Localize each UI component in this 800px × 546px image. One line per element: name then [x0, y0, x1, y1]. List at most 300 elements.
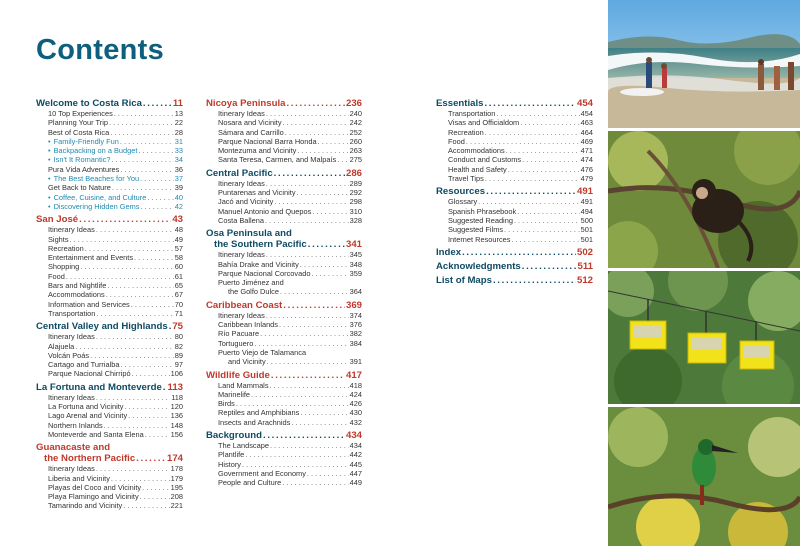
- entry-page-number: 252: [349, 127, 362, 137]
- toc-entry-link[interactable]: [36, 244, 183, 253]
- leader-dots: [504, 225, 580, 234]
- toc-entry-link[interactable]: [36, 464, 183, 473]
- leader-dots: [111, 155, 173, 164]
- entry-page-number: 442: [349, 450, 362, 460]
- entry-title: Internet Resources: [448, 234, 511, 244]
- leader-dots: [112, 183, 174, 192]
- entry-title: Suggested Films: [448, 225, 504, 235]
- entry-title: Planning Your Trip: [48, 118, 108, 128]
- leader-dots: [522, 155, 580, 164]
- toc-entry-link[interactable]: [206, 469, 362, 478]
- section-page-number: 11: [172, 98, 183, 109]
- entry-title: Shopping: [48, 262, 80, 272]
- leader-dots: [242, 460, 349, 469]
- section-title: Caribbean Coast: [206, 299, 283, 311]
- entry-title: Northern Inlands: [48, 420, 103, 430]
- toc-entry-link[interactable]: [206, 348, 362, 367]
- entry-page-number: 37: [174, 174, 183, 184]
- section-title: La Fortuna and Monteverde: [36, 381, 162, 393]
- entry-page-number: 376: [349, 320, 362, 330]
- leader-dots: [143, 98, 172, 109]
- toc-entry-link[interactable]: [36, 225, 183, 234]
- entry-title: History: [218, 459, 241, 469]
- toc-section: [436, 275, 593, 286]
- entry-page-number: 65: [174, 281, 183, 291]
- entry-title: The Landscape: [218, 441, 269, 451]
- entry-title: Caribbean Inlands: [218, 320, 278, 330]
- leader-dots: [106, 290, 174, 299]
- toc-entry-link[interactable]: [206, 329, 362, 338]
- toc-entry-link[interactable]: [436, 197, 593, 206]
- section-heading-link[interactable]: [206, 98, 362, 109]
- bullet-icon: •: [48, 192, 51, 202]
- leader-dots: [96, 393, 170, 402]
- leader-dots: [297, 146, 348, 155]
- toc-section: [36, 214, 183, 318]
- toc-entry-link[interactable]: [436, 137, 593, 146]
- toc-entry-link[interactable]: [36, 183, 183, 192]
- bullet-icon: •: [48, 201, 51, 211]
- leader-dots: [111, 474, 170, 483]
- entry-page-number: 474: [580, 155, 593, 165]
- entry-title: Get Back to Nature: [48, 183, 111, 193]
- aerial-tram-photo: [608, 271, 800, 404]
- toc-section: [206, 228, 362, 296]
- entry-page-number: 479: [580, 174, 593, 184]
- toc-entry-link[interactable]: [36, 332, 183, 341]
- section-page-number: 454: [576, 98, 593, 109]
- leader-dots: [131, 300, 174, 309]
- section-heading-link[interactable]: [36, 98, 183, 109]
- entry-title: Itinerary Ideas: [218, 109, 265, 118]
- leader-dots: [280, 287, 349, 296]
- leader-dots: [110, 128, 174, 137]
- toc-entry-link[interactable]: [206, 146, 362, 155]
- toc-entry-link[interactable]: [36, 309, 183, 318]
- toc-entry-link[interactable]: [206, 278, 362, 297]
- entry-title-continued: the Golfo Dulce: [228, 287, 279, 297]
- entry-title: Information and Services: [48, 299, 130, 309]
- entry-page-number: 289: [349, 178, 362, 188]
- entry-title: Volcán Poás: [48, 350, 90, 360]
- entry-page-number: 418: [349, 380, 362, 390]
- toc-entry-link[interactable]: [206, 320, 362, 329]
- section-title: Index: [436, 246, 462, 258]
- section-title: Acknowledgments: [436, 260, 521, 272]
- entry-line2: [218, 287, 362, 296]
- toc-entry-link[interactable]: [36, 128, 183, 137]
- entry-title: Tamarindo and Vicinity: [48, 501, 123, 511]
- toc-entry-link[interactable]: [206, 250, 362, 259]
- toc-entry-link[interactable]: [436, 128, 593, 137]
- entry-title: Sights: [48, 234, 69, 244]
- toc-entry-link[interactable]: [206, 418, 362, 427]
- section-heading-link[interactable]: [36, 321, 183, 332]
- toc-section: [206, 300, 362, 367]
- entry-page-number: 494: [580, 206, 593, 216]
- entry-title: Travel Tips: [448, 174, 484, 184]
- entry-page-number: 382: [349, 329, 362, 339]
- entry-page-number: 463: [580, 118, 593, 128]
- leader-dots: [271, 370, 345, 381]
- toc-feature-link[interactable]: [36, 155, 183, 164]
- leader-dots: [163, 382, 167, 393]
- entry-page-number: 434: [349, 441, 362, 451]
- entry-page-number: 49: [174, 234, 183, 244]
- leader-dots: [96, 464, 170, 473]
- leader-dots: [96, 332, 174, 341]
- entry-page-number: 445: [349, 459, 362, 469]
- toc-entry-link[interactable]: [206, 155, 362, 164]
- toc-entry-link[interactable]: [36, 109, 183, 118]
- toc-entry-link[interactable]: [206, 441, 362, 450]
- leader-dots: [283, 300, 345, 311]
- entry-page-number: 136: [170, 411, 183, 421]
- section-heading-link[interactable]: [36, 442, 183, 464]
- toc-entry-link[interactable]: [36, 281, 183, 290]
- leader-dots: [270, 441, 349, 450]
- toc-entry-link[interactable]: [36, 393, 183, 402]
- leader-dots: [297, 188, 349, 197]
- toc-entry-link[interactable]: [206, 197, 362, 206]
- entry-title: 10 Top Experiences: [48, 109, 113, 118]
- section-heading-link[interactable]: [206, 300, 362, 311]
- section-heading-link[interactable]: [36, 382, 183, 393]
- section-title: Essentials: [436, 98, 484, 109]
- leader-dots: [307, 469, 349, 478]
- leader-dots: [300, 260, 349, 269]
- entry-page-number: 391: [349, 357, 362, 367]
- entry-page-number: 292: [349, 188, 362, 198]
- toc-entry-link[interactable]: [36, 272, 183, 281]
- section-title-line2: [206, 239, 362, 250]
- leader-dots: [514, 216, 580, 225]
- toc-entry-link[interactable]: [36, 253, 183, 262]
- section-title: San José: [36, 214, 79, 226]
- section-title-continued: the Southern Pacific: [214, 239, 307, 251]
- toc-entry-link[interactable]: [206, 460, 362, 469]
- bullet-icon: •: [48, 155, 51, 165]
- bullet-icon: •: [48, 146, 51, 156]
- leader-dots: [263, 430, 345, 441]
- entry-title: Parque Nacional Barra Honda: [218, 136, 317, 146]
- toc-entry-link[interactable]: [436, 225, 593, 234]
- entry-title: Itinerary Ideas: [48, 332, 95, 342]
- toc-feature-link[interactable]: [36, 137, 183, 146]
- leader-dots: [134, 253, 174, 262]
- entry-page-number: 432: [349, 417, 362, 427]
- leader-dots: [140, 174, 174, 183]
- toc-entry-link[interactable]: [36, 165, 183, 174]
- entry-page-number: 156: [170, 429, 183, 439]
- entry-title: Bars and Nightlife: [48, 281, 107, 291]
- monkey-photo: [608, 131, 800, 268]
- entry-title: Playa Flamingo and Vicinity: [48, 492, 139, 502]
- leader-dots: [236, 399, 349, 408]
- section-page-number: 341: [345, 239, 362, 251]
- toc-entry-link[interactable]: [36, 483, 183, 492]
- leader-dots: [511, 235, 579, 244]
- entry-title: Pura Vida Adventures: [48, 164, 120, 174]
- toc-entry-link[interactable]: [436, 207, 593, 216]
- entry-page-number: 97: [174, 360, 183, 370]
- leader-dots: [312, 207, 348, 216]
- entry-page-number: 275: [349, 155, 362, 165]
- entry-title: Birds: [218, 399, 235, 409]
- toc-entry-link[interactable]: [206, 408, 362, 417]
- entry-page-number: 426: [349, 399, 362, 409]
- leader-dots: [254, 339, 348, 348]
- entry-page-number: 348: [349, 259, 362, 269]
- leader-dots: [136, 453, 166, 464]
- leader-dots: [286, 98, 345, 109]
- section-title: Central Pacific: [206, 167, 273, 179]
- entry-page-number: 39: [174, 183, 183, 193]
- entry-page-number: 70: [174, 299, 183, 309]
- leader-dots: [80, 262, 174, 271]
- section-title: Welcome to Costa Rica: [36, 98, 142, 109]
- entry-title: Entertainment and Events: [48, 253, 134, 263]
- entry-page-number: 118: [171, 392, 183, 402]
- section-heading-link[interactable]: [436, 98, 593, 109]
- entry-page-number: 13: [174, 109, 183, 118]
- entry-title: Suggested Reading: [448, 215, 513, 225]
- section-page-number: 417: [345, 369, 362, 381]
- leader-dots: [120, 165, 173, 174]
- entry-title: Bahía Drake and Vicinity: [218, 259, 299, 269]
- leader-dots: [506, 146, 580, 155]
- leader-dots: [274, 168, 345, 179]
- section-page-number: 512: [576, 274, 593, 286]
- toc-entry-link[interactable]: [36, 369, 183, 378]
- section-title: Background: [206, 430, 262, 442]
- toc-entry-link[interactable]: [206, 137, 362, 146]
- toc-entry-link[interactable]: [36, 235, 183, 244]
- toc-entry-link[interactable]: [206, 450, 362, 459]
- toc-entry-link[interactable]: [206, 311, 362, 320]
- toc-entry-link[interactable]: [36, 360, 183, 369]
- section-heading-link[interactable]: [436, 275, 593, 286]
- leader-dots: [285, 128, 349, 137]
- section-page-number: 491: [576, 186, 593, 198]
- entry-title: Transportation: [448, 109, 496, 118]
- toc-entry-link[interactable]: [36, 501, 183, 510]
- toc-entry-link[interactable]: [36, 351, 183, 360]
- toc-entry-link[interactable]: [436, 165, 593, 174]
- toc-entry-link[interactable]: [206, 269, 362, 278]
- toc-entry-link[interactable]: [36, 300, 183, 309]
- leader-dots: [484, 98, 576, 109]
- entry-title: Reptiles and Amphibians: [218, 408, 300, 418]
- section-heading-link[interactable]: [36, 214, 183, 225]
- entry-page-number: 178: [170, 464, 183, 474]
- entry-page-number: 260: [349, 136, 362, 146]
- entry-title: Accommodations: [48, 290, 105, 300]
- leader-dots: [466, 137, 580, 146]
- entry-title: Accommodations: [448, 146, 505, 156]
- section-title: Osa Peninsula and: [206, 228, 292, 240]
- section-page-number: 286: [345, 167, 362, 179]
- toc-section: [36, 98, 183, 211]
- toc-entry-link[interactable]: [206, 179, 362, 188]
- toc-entry-link[interactable]: [206, 128, 362, 137]
- bullet-icon: •: [48, 136, 51, 146]
- entry-page-number: 310: [349, 206, 362, 216]
- entry-title: Itinerary Ideas: [218, 250, 265, 260]
- entry-page-number: 500: [580, 215, 593, 225]
- entry-page-number: 148: [170, 420, 183, 430]
- toc-column-1: [36, 98, 183, 514]
- entry-line2: [218, 357, 362, 366]
- toc-feature-link[interactable]: [36, 193, 183, 202]
- leader-dots: [520, 118, 579, 127]
- leader-dots: [266, 311, 349, 320]
- toc-entry-link[interactable]: [206, 478, 362, 487]
- section-title: List of Maps: [436, 274, 492, 286]
- section-page-number: 174: [166, 453, 183, 465]
- leader-dots: [145, 430, 170, 439]
- toc-section: [206, 98, 362, 165]
- entry-title: Plantlife: [218, 450, 245, 460]
- leader-dots: [120, 137, 174, 146]
- toc-entry-link[interactable]: [206, 339, 362, 348]
- entry-title: Puerto Viejo de Talamanca: [218, 347, 307, 357]
- toc-entry-link[interactable]: [36, 262, 183, 271]
- entry-page-number: 298: [349, 197, 362, 207]
- toc-entry-link[interactable]: [206, 207, 362, 216]
- entry-page-number: 42: [174, 201, 183, 211]
- toc-entry-link[interactable]: [436, 155, 593, 164]
- entry-page-number: 364: [349, 287, 362, 297]
- section-title-continued: the Northern Pacific: [44, 453, 136, 465]
- entry-page-number: 263: [349, 146, 362, 156]
- entry-title: Government and Economy: [218, 468, 306, 478]
- section-heading-link[interactable]: [436, 186, 593, 197]
- toc-entry-link[interactable]: [36, 118, 183, 127]
- entry-page-number: 28: [174, 127, 183, 137]
- section-page-number: 511: [577, 260, 593, 272]
- toc-feature-link[interactable]: [36, 202, 183, 211]
- leader-dots: [90, 351, 174, 360]
- entry-title: Monteverde and Santa Elena: [48, 429, 144, 439]
- leader-dots: [121, 360, 174, 369]
- entry-title: Parque Nacional Corcovado: [218, 268, 311, 278]
- section-heading-link[interactable]: [436, 261, 593, 272]
- entry-page-number: 469: [580, 136, 593, 146]
- toc-entry-link[interactable]: [206, 188, 362, 197]
- leader-dots: [147, 193, 173, 202]
- section-heading-link[interactable]: [206, 370, 362, 381]
- section-heading-link[interactable]: [206, 430, 362, 441]
- entry-title: Transportation: [48, 308, 96, 318]
- toc-entry-link[interactable]: [436, 235, 593, 244]
- toc-entry-link[interactable]: [36, 342, 183, 351]
- toc-entry-link[interactable]: [36, 492, 183, 501]
- entry-page-number: 48: [174, 225, 183, 235]
- toc-entry-link[interactable]: [206, 381, 362, 390]
- leader-dots: [140, 202, 173, 211]
- entry-title: Itinerary Ideas: [218, 178, 265, 188]
- entry-title: La Fortuna and Vicinity: [48, 402, 124, 412]
- toc-entry-link[interactable]: [206, 399, 362, 408]
- toc-entry-link[interactable]: [206, 118, 362, 127]
- section-page-number: 113: [167, 381, 183, 393]
- entry-title: Manuel Antonio and Quepos: [218, 206, 312, 216]
- entry-title: Isn't It Romantic?: [53, 155, 111, 165]
- leader-dots: [265, 216, 349, 225]
- section-title-line2: [36, 453, 183, 464]
- leader-dots: [70, 235, 174, 244]
- leader-dots: [508, 165, 580, 174]
- entry-title: Alajuela: [48, 341, 75, 351]
- entry-title: Backpacking on a Budget: [53, 146, 138, 156]
- leader-dots: [169, 321, 172, 332]
- entry-page-number: 501: [580, 234, 593, 244]
- toc-entry-link[interactable]: [436, 174, 593, 183]
- toc-entry-link[interactable]: [206, 390, 362, 399]
- leader-dots: [251, 390, 349, 399]
- toc-section: [436, 247, 593, 258]
- leader-dots: [270, 381, 349, 390]
- entry-page-number: 31: [174, 136, 183, 146]
- entry-title: Liberia and Vicinity: [48, 473, 110, 483]
- section-heading-link[interactable]: [206, 228, 362, 250]
- toc-entry-link[interactable]: [436, 146, 593, 155]
- section-page-number: 43: [172, 214, 183, 226]
- toc-entry-link[interactable]: [36, 290, 183, 299]
- entry-title: Puntarenas and Vicinity: [218, 188, 296, 198]
- leader-dots: [266, 250, 349, 259]
- toc-entry-link[interactable]: [436, 216, 593, 225]
- toc-entry-link[interactable]: [206, 109, 362, 118]
- toc-feature-link[interactable]: [36, 146, 183, 155]
- section-heading-link[interactable]: [436, 247, 593, 258]
- section-heading-link[interactable]: [206, 168, 362, 179]
- entry-page-number: 82: [174, 341, 183, 351]
- toc-entry-link[interactable]: [36, 421, 183, 430]
- entry-page-number: 67: [174, 290, 183, 300]
- leader-dots: [274, 197, 348, 206]
- entry-page-number: 447: [349, 468, 362, 478]
- leader-dots: [267, 357, 349, 366]
- entry-page-number: 40: [174, 192, 183, 202]
- section-page-number: 236: [345, 98, 362, 109]
- entry-title: Recreation: [48, 243, 84, 253]
- leader-dots: [128, 411, 169, 420]
- entry-title: Jacó and Vicinity: [218, 197, 274, 207]
- toc-entry-link[interactable]: [436, 118, 593, 127]
- leader-dots: [124, 402, 169, 411]
- toc-entry-link[interactable]: [36, 402, 183, 411]
- leader-dots: [142, 483, 170, 492]
- toc-entry-link[interactable]: [36, 430, 183, 439]
- toc-section: [436, 98, 593, 183]
- entry-page-number: 221: [170, 501, 183, 511]
- toc-entry-link[interactable]: [206, 216, 362, 225]
- toc-feature-link[interactable]: [36, 174, 183, 183]
- entry-title: Costa Ballena: [218, 215, 265, 225]
- toc-section: [36, 382, 183, 439]
- toc-section: [206, 430, 362, 487]
- toc-entry-link[interactable]: [436, 109, 593, 118]
- toc-entry-link[interactable]: [36, 474, 183, 483]
- beach-surfers-photo: [608, 0, 800, 128]
- toc-entry-link[interactable]: [206, 260, 362, 269]
- entry-title: Montezuma and Vicinity: [218, 146, 297, 156]
- leader-dots: [138, 146, 173, 155]
- toc-entry-link[interactable]: [36, 411, 183, 420]
- leader-dots: [337, 155, 348, 164]
